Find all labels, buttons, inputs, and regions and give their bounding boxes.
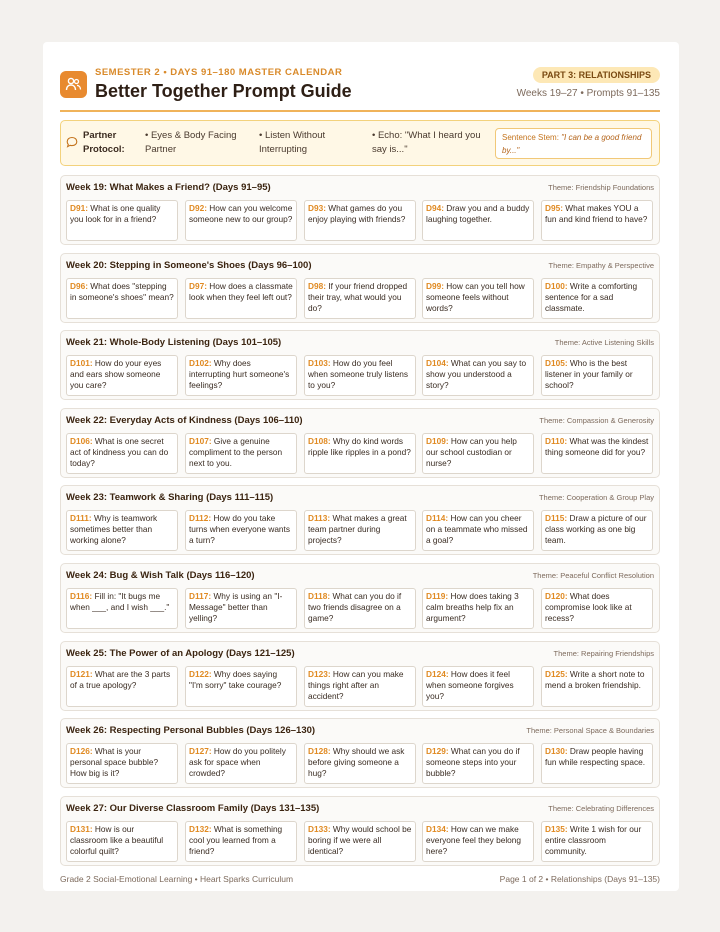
prompt-card bbox=[66, 743, 178, 784]
week-title: Week 26: Respecting Personal Bubbles (Days 126–130) bbox=[66, 725, 316, 736]
prompt-card bbox=[541, 821, 653, 862]
prompt-day: D98: bbox=[308, 281, 326, 291]
logo bbox=[60, 71, 87, 98]
prompt-text: What is one quality you look for in a friend? bbox=[70, 203, 161, 224]
prompt-day: D101: bbox=[70, 358, 93, 368]
prompt-day: D104: bbox=[426, 358, 449, 368]
prompt-day: D112: bbox=[189, 513, 212, 523]
week-title: Week 22: Everyday Acts of Kindness (Days 106–110) bbox=[66, 415, 303, 426]
prompt-card bbox=[304, 355, 416, 396]
week-title: Week 24: Bug & Wish Talk (Days 116–120) bbox=[66, 570, 255, 581]
prompt-day: D106: bbox=[70, 436, 93, 446]
prompt-day: D125: bbox=[545, 669, 568, 679]
prompt-day: D117: bbox=[189, 591, 212, 601]
prompt-text: Draw a picture of our class working as one big team. bbox=[545, 513, 647, 545]
prompt-card bbox=[541, 433, 653, 474]
prompt-day: D126: bbox=[70, 746, 93, 756]
prompt-day: D121: bbox=[70, 669, 93, 679]
sentence-stem-text: "I can be a good friend by..." bbox=[502, 133, 642, 155]
prompt-day: D105: bbox=[545, 358, 568, 368]
prompt-day: D134: bbox=[426, 824, 449, 834]
prompt-card bbox=[66, 433, 178, 474]
week-section bbox=[60, 408, 660, 478]
week-section bbox=[60, 253, 660, 323]
prompt-card bbox=[304, 510, 416, 551]
prompt-text: What is something cool you learned from a friend? bbox=[189, 824, 283, 856]
prompt-day: D128: bbox=[308, 746, 331, 756]
prompt-card bbox=[541, 200, 653, 241]
calendar-kicker: SEMESTER 2 • DAYS 91–180 MASTER CALENDAR bbox=[95, 67, 343, 78]
prompt-day: D114: bbox=[426, 513, 449, 523]
prompt-day: D95: bbox=[545, 203, 563, 213]
week-section bbox=[60, 718, 660, 788]
prompt-card bbox=[66, 510, 178, 551]
prompt-text: How can we make everyone feel they belong here? bbox=[426, 824, 522, 856]
prompt-card bbox=[66, 666, 178, 707]
prompt-text: What games do you enjoy playing with friends? bbox=[308, 203, 406, 224]
prompt-text: If your friend dropped their tray, what would you do? bbox=[308, 281, 408, 313]
week-theme: Theme: Peaceful Conflict Resolution bbox=[532, 571, 654, 580]
prompt-card bbox=[185, 355, 297, 396]
prompt-text: Write a short note to mend a broken friendship. bbox=[545, 669, 645, 690]
prompt-text: What was the kindest thing someone did for you? bbox=[545, 436, 649, 457]
prompt-day: D93: bbox=[308, 203, 326, 213]
footer-left: Grade 2 Social-Emotional Learning • Heart Sparks Curriculum bbox=[60, 874, 294, 884]
week-section bbox=[60, 641, 660, 711]
prompt-card bbox=[422, 278, 534, 319]
prompt-text: What is your personal space bubble? How big is it? bbox=[70, 746, 159, 778]
prompt-day: D99: bbox=[426, 281, 444, 291]
prompt-text: How does taking 3 calm breaths help fix an argument? bbox=[426, 591, 519, 623]
week-section bbox=[60, 485, 660, 555]
week-title: Week 23: Teamwork & Sharing (Days 111–115) bbox=[66, 492, 274, 503]
prompt-card bbox=[541, 743, 653, 784]
prompt-card bbox=[304, 666, 416, 707]
part-badge: PART 3: RELATIONSHIPS bbox=[533, 67, 660, 83]
prompt-day: D94: bbox=[426, 203, 444, 213]
prompt-text: Fill in: "It bugs me when ___, and I wish ___." bbox=[70, 591, 170, 612]
prompt-day: D92: bbox=[189, 203, 207, 213]
prompt-day: D130: bbox=[545, 746, 568, 756]
prompt-card bbox=[185, 200, 297, 241]
prompt-day: D115: bbox=[545, 513, 568, 523]
week-section bbox=[60, 796, 660, 866]
prompt-card bbox=[422, 821, 534, 862]
protocol-label: Partner Protocol: bbox=[83, 130, 125, 155]
prompt-text: Why would school be boring if we were all identical? bbox=[308, 824, 412, 856]
week-title: Week 19: What Makes a Friend? (Days 91–95) bbox=[66, 182, 271, 193]
prompt-day: D120: bbox=[545, 591, 568, 601]
prompt-day: D102: bbox=[189, 358, 212, 368]
week-theme: Theme: Repairing Friendships bbox=[553, 649, 654, 658]
prompt-card bbox=[66, 278, 178, 319]
prompt-day: D100: bbox=[545, 281, 568, 291]
week-theme: Theme: Friendship Foundations bbox=[548, 183, 654, 192]
prompt-card bbox=[422, 355, 534, 396]
prompt-day: D110: bbox=[545, 436, 568, 446]
week-section bbox=[60, 563, 660, 633]
week-theme: Theme: Active Listening Skills bbox=[554, 338, 654, 347]
prompt-card bbox=[185, 278, 297, 319]
prompt-text: How do you politely ask for space when crowded? bbox=[189, 746, 286, 778]
sentence-stem-label: Sentence Stem: bbox=[502, 133, 559, 142]
prompt-text: What makes YOU a fun and kind friend to have? bbox=[545, 203, 648, 224]
prompt-text: Draw people having fun while respecting space. bbox=[545, 746, 646, 767]
prompt-day: D124: bbox=[426, 669, 449, 679]
prompt-text: What does compromise look like at recess? bbox=[545, 591, 632, 623]
prompt-day: D96: bbox=[70, 281, 88, 291]
prompt-card bbox=[304, 433, 416, 474]
prompt-day: D116: bbox=[70, 591, 93, 601]
prompt-text: Why is using an "I-Message" better than yelling? bbox=[189, 591, 283, 623]
prompt-day: D133: bbox=[308, 824, 331, 834]
prompt-day: D123: bbox=[308, 669, 331, 679]
week-theme: Theme: Empathy & Perspective bbox=[548, 261, 654, 270]
prompt-card bbox=[541, 666, 653, 707]
prompt-card bbox=[422, 510, 534, 551]
week-theme: Theme: Compassion & Generosity bbox=[539, 416, 654, 425]
prompt-day: D132: bbox=[189, 824, 212, 834]
prompt-text: Who is the best listener in your family or school? bbox=[545, 358, 633, 390]
prompt-card bbox=[541, 510, 653, 551]
speech-bubble-icon bbox=[66, 136, 78, 148]
page-title: Better Together Prompt Guide bbox=[95, 81, 352, 101]
prompt-day: D108: bbox=[308, 436, 331, 446]
prompt-card bbox=[66, 821, 178, 862]
prompt-text: What makes a great team partner during projects? bbox=[308, 513, 407, 545]
prompt-text: What can you say to show you understood a story? bbox=[426, 358, 527, 390]
prompt-text: What can you do if someone steps into your bubble? bbox=[426, 746, 520, 778]
protocol-item: • Eyes & Body Facing Partner bbox=[145, 130, 237, 155]
prompt-card bbox=[304, 588, 416, 629]
prompt-card bbox=[422, 433, 534, 474]
prompt-day: D122: bbox=[189, 669, 212, 679]
prompt-day: D111: bbox=[70, 513, 92, 523]
prompt-text: Why do kind words ripple like ripples in a pond? bbox=[308, 436, 411, 457]
prompt-text: Give a genuine compliment to the person next to you. bbox=[189, 436, 283, 468]
prompt-text: How does it feel when someone forgives you? bbox=[426, 669, 514, 701]
prompt-day: D103: bbox=[308, 358, 331, 368]
week-section bbox=[60, 175, 660, 245]
prompt-card bbox=[185, 743, 297, 784]
week-theme: Theme: Celebrating Differences bbox=[548, 804, 654, 813]
partner-protocol-box bbox=[60, 120, 660, 166]
prompt-card bbox=[422, 666, 534, 707]
prompt-card bbox=[185, 433, 297, 474]
header-divider bbox=[60, 110, 660, 112]
prompt-text: What is one secret act of kindness you can do today? bbox=[70, 436, 169, 468]
prompt-card bbox=[66, 200, 178, 241]
prompt-card bbox=[422, 200, 534, 241]
prompt-text: What are the 3 parts of a true apology? bbox=[70, 669, 171, 690]
prompt-text: Draw you and a buddy laughing together. bbox=[426, 203, 530, 224]
prompt-day: D119: bbox=[426, 591, 449, 601]
prompt-day: D91: bbox=[70, 203, 88, 213]
prompt-text: Write 1 wish for our entire classroom community. bbox=[545, 824, 642, 856]
prompt-text: How does a classmate look when they feel left out? bbox=[189, 281, 293, 302]
prompt-card bbox=[304, 743, 416, 784]
prompt-day: D113: bbox=[308, 513, 331, 523]
prompt-card bbox=[185, 588, 297, 629]
prompt-text: How can you tell how someone feels without words? bbox=[426, 281, 525, 313]
week-theme: Theme: Cooperation & Group Play bbox=[538, 493, 654, 502]
week-title: Week 20: Stepping in Someone's Shoes (Days 96–100) bbox=[66, 260, 312, 271]
prompt-card bbox=[541, 588, 653, 629]
prompt-text: How can you welcome someone new to our group? bbox=[189, 203, 293, 224]
prompt-text: Why is teamwork sometimes better than working alone? bbox=[70, 513, 158, 545]
footer-right: Page 1 of 2 • Relationships (Days 91–135) bbox=[499, 874, 660, 884]
prompt-card bbox=[66, 355, 178, 396]
prompt-card bbox=[304, 278, 416, 319]
prompt-day: D118: bbox=[308, 591, 331, 601]
week-title: Week 27: Our Diverse Classroom Family (Days 131–135) bbox=[66, 803, 320, 814]
sentence-stem bbox=[495, 128, 652, 159]
weeks-range: Weeks 19–27 • Prompts 91–135 bbox=[516, 88, 660, 99]
page-header bbox=[60, 64, 660, 112]
week-theme: Theme: Personal Space & Boundaries bbox=[526, 726, 654, 735]
prompt-text: Why should we ask before giving someone a hug? bbox=[308, 746, 405, 778]
week-title: Week 21: Whole-Body Listening (Days 101–105) bbox=[66, 337, 282, 348]
prompt-text: What can you do if two friends disagree on a game? bbox=[308, 591, 402, 623]
prompt-text: How can you help our school custodian or nurse? bbox=[426, 436, 517, 468]
prompt-card bbox=[304, 821, 416, 862]
people-icon bbox=[65, 76, 82, 93]
prompt-text: How do you feel when someone truly listens to you? bbox=[308, 358, 409, 390]
prompt-text: How can you cheer on a teammate who missed a goal? bbox=[426, 513, 528, 545]
prompt-text: How do your eyes and ears show someone you care? bbox=[70, 358, 162, 390]
prompt-text: Why does saying "I'm sorry" take courage? bbox=[189, 669, 282, 690]
prompt-text: How do you take turns when everyone wants a turn? bbox=[189, 513, 291, 545]
protocol-item: • Listen Without Interrupting bbox=[259, 130, 326, 155]
protocol-item: • Echo: "What I heard you say is..." bbox=[372, 130, 481, 155]
prompt-day: D127: bbox=[189, 746, 212, 756]
prompt-text: How is our classroom like a beautiful colorful quilt? bbox=[70, 824, 164, 856]
prompt-text: Why does interrupting hurt someone's feelings? bbox=[189, 358, 290, 390]
prompt-day: D135: bbox=[545, 824, 568, 834]
prompt-text: Write a comforting sentence for a sad classmate. bbox=[545, 281, 638, 313]
week-title: Week 25: The Power of an Apology (Days 121–125) bbox=[66, 648, 295, 659]
prompt-card bbox=[304, 200, 416, 241]
prompt-card bbox=[422, 588, 534, 629]
prompt-card bbox=[541, 355, 653, 396]
prompt-day: D131: bbox=[70, 824, 93, 834]
prompt-day: D129: bbox=[426, 746, 449, 756]
prompt-card bbox=[185, 821, 297, 862]
prompt-card bbox=[422, 743, 534, 784]
prompt-card bbox=[185, 510, 297, 551]
prompt-text: How can you make things right after an accident? bbox=[308, 669, 404, 701]
prompt-text: What does "stepping in someone's shoes" mean? bbox=[70, 281, 174, 302]
prompt-day: D97: bbox=[189, 281, 207, 291]
prompt-day: D107: bbox=[189, 436, 212, 446]
week-section bbox=[60, 330, 660, 400]
prompt-card bbox=[66, 588, 178, 629]
document-page bbox=[43, 42, 679, 891]
prompt-card bbox=[541, 278, 653, 319]
prompt-day: D109: bbox=[426, 436, 449, 446]
prompt-card bbox=[185, 666, 297, 707]
